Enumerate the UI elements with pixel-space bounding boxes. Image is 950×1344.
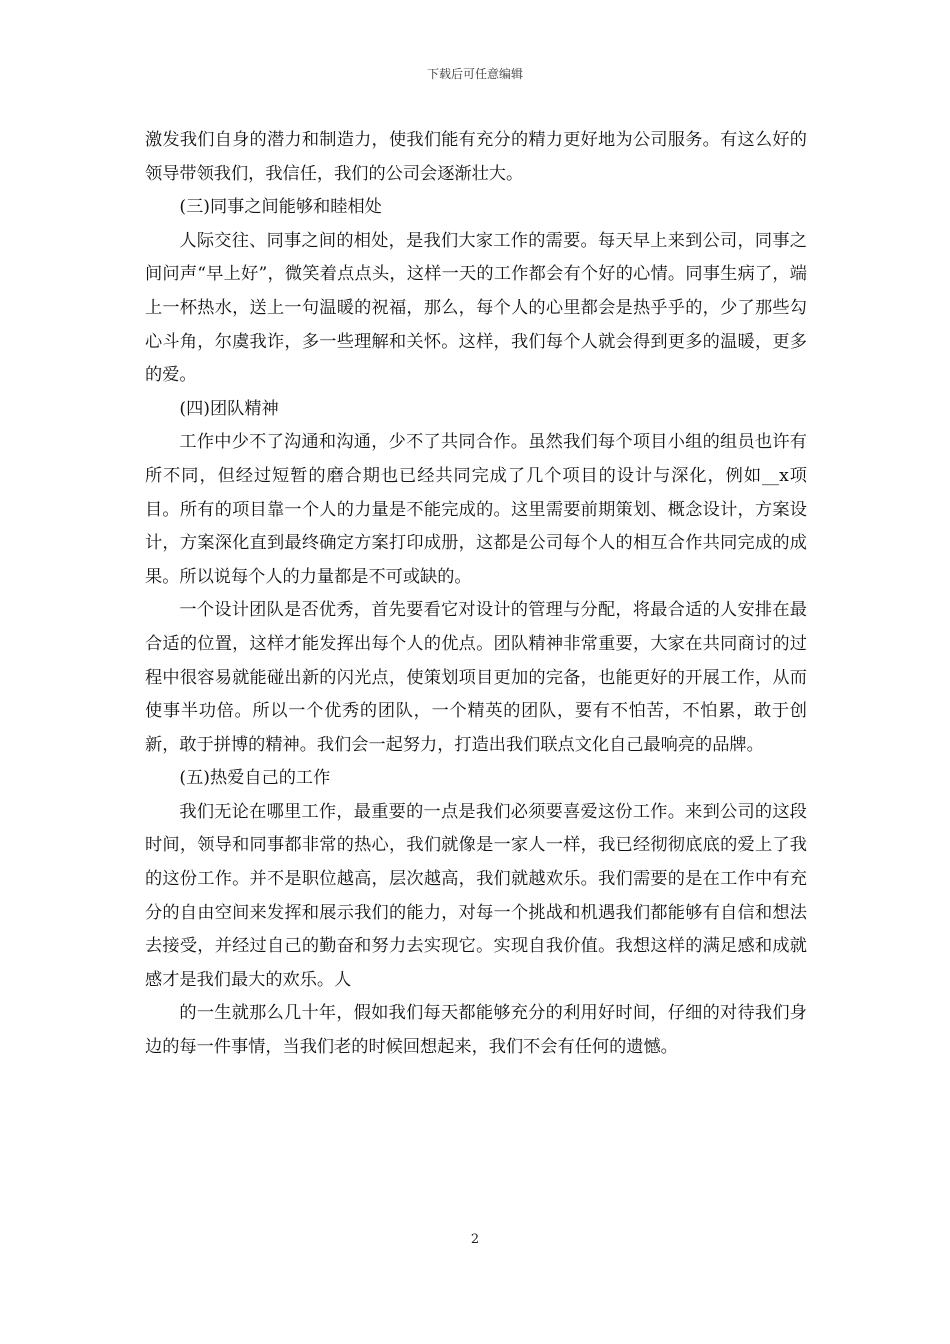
section-heading-5: (五)热爱自己的工作: [179, 768, 331, 789]
section-heading-3: (三)同事之间能够和睦相处: [179, 197, 382, 218]
paragraph-continued: 激发我们自身的潜力和制造力，使我们能有充分的精力更好地为公司服务。有这么好的领导带领我们，我信任，我们的公司会逐渐壮大。: [145, 130, 807, 184]
paragraph-teamwork: 工作中少不了沟通和沟通，少不了共同合作。虽然我们每个项目小组的组员也许有所不同，但经过短暂的磨合期也已经共同完成了几个项目的设计与深化，例如__x项目。所有的项目靠一个人的力量是不能完成的。这里需要前期策划、概念设计，方案设计，方案深化直到最终确定方案打印成册，这都是公司每个人的相互合作共同完成的成果。所以说每个人的力量都是不可或缺的。: [145, 432, 807, 587]
section-heading-4: (四)团队精神: [179, 398, 279, 419]
paragraph-life: 的一生就那么几十年，假如我们每天都能够充分的利用好时间，仔细的对待我们身边的每一件事情，当我们老的时候回想起来，我们不会有任何的遗憾。: [145, 1003, 807, 1058]
page-header: 下载后可任意编辑: [426, 67, 523, 81]
document-body: [145, 124, 807, 1065]
page-number: 2: [470, 1232, 480, 1247]
paragraph-colleagues: 人际交往、同事之间的相处，是我们大家工作的需要。每天早上来到公司，同事之间问声“早上好”，微笑着点点头，这样一天的工作都会有个好的心情。同事生病了，端上一杯热水，送上一句温暖的祝福，那么，每个人的心里都会是热乎乎的，少了那些勾心斗角，尔虞我诈，多一些理解和关怀。这样，我们每个人就会得到更多的温暖，更多的爱。: [145, 230, 807, 386]
paragraph-love-work: 我们无论在哪里工作，最重要的一点是我们必须要喜爱这份工作。来到公司的这段时间，领导和同事都非常的热心，我们就像是一家人一样，我已经彻彻底底的爱上了我的这份工作。并不是职位越高，层次越高，我们就越欢乐。我们需要的是在工作中有充分的自由空间来发挥和展示我们的能力，对每一个挑战和机遇我们都能够有自信和想法去接受，并经过自己的勤奋和努力去实现它。实现自我价值。我想这样的满足感和成就感才是我们最大的欢乐。人: [145, 801, 807, 990]
paragraph-design-team: 一个设计团队是否优秀，首先要看它对设计的管理与分配，将最合适的人安排在最合适的位置，这样才能发挥出每个人的优点。团队精神非常重要，大家在共同商讨的过程中很容易就能碰出新的闪光点，使策划项目更加的完备，也能更好的开展工作，从而使事半功倍。所以一个优秀的团队，一个精英的团队，要有不怕苦，不怕累，敢于创新，敢于拼博的精神。我们会一起努力，打造出我们联点文化自己最响亮的品牌。: [145, 600, 807, 755]
